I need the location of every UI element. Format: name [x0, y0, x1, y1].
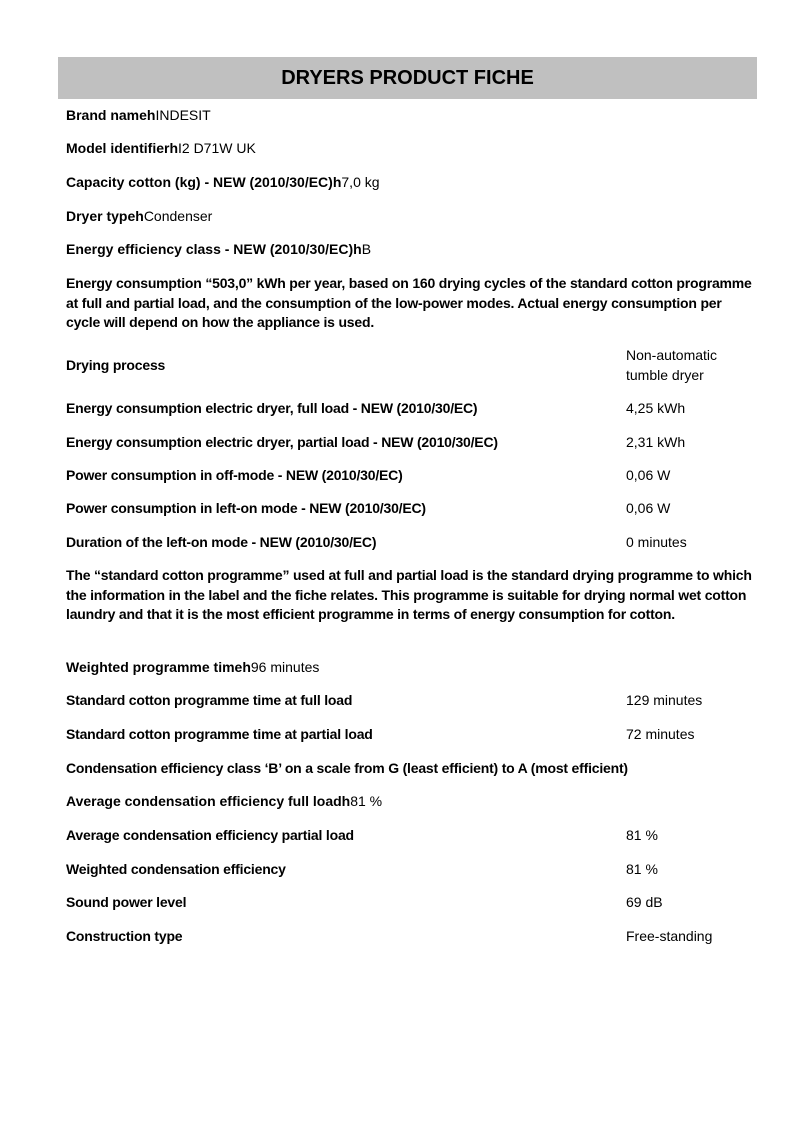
field-value: 96 minutes [250, 659, 320, 675]
field-label: Weighted programme timeh [66, 659, 251, 675]
field-value: I2 D71W UK [178, 140, 256, 156]
field-label: Dryer typeh [66, 208, 144, 224]
row-label-left-on-mode: Power consumption in left-on mode - NEW (2010/30/EC) [66, 500, 426, 516]
row-value-drying-process [626, 346, 717, 385]
row-value-left-on-duration: 0 minutes [626, 534, 687, 550]
field-value: B [361, 241, 372, 257]
row-label-sound-power: Sound power level [66, 894, 187, 910]
row-label-weighted-condensation: Weighted condensation efficiency [66, 861, 286, 877]
field-label: Brand nameh [66, 107, 156, 123]
row-value-energy-full-load: 4,25 kWh [626, 400, 686, 416]
field-label: Energy efficiency class - NEW (2010/30/EC)h [66, 241, 362, 257]
row-label-drying-process: Drying process [66, 357, 166, 373]
standard-programme-paragraph: The “standard cotton programme” used at full and partial load is the standard drying programme to which the information in the label and the fiche relates. This programme is suitable for drying normal wet cotton laundry and that it is the most efficient programme in terms of energy consumption for cotton. [66, 567, 752, 622]
row-label-time-partial-load: Standard cotton programme time at partial load [66, 726, 373, 742]
row-value-weighted-condensation: 81 % [626, 861, 658, 877]
row-label-time-full-load: Standard cotton programme time at full load [66, 692, 353, 708]
field-value: Condenser [143, 208, 213, 224]
row-value-off-mode: 0,06 W [626, 467, 671, 483]
row-value-avg-condensation-partial: 81 % [626, 827, 658, 843]
field-label: Average condensation efficiency full loadh [66, 793, 351, 809]
field-dryer-type [66, 207, 212, 227]
page-title: DRYERS PRODUCT FICHE [58, 57, 757, 99]
field-value: 81 % [350, 793, 383, 809]
row-value-sound-power: 69 dB [626, 894, 663, 910]
field-energy-class [66, 240, 371, 260]
row-label-energy-full-load: Energy consumption electric dryer, full load - NEW (2010/30/EC) [66, 400, 478, 416]
value-line: Non-automatic [626, 347, 718, 363]
field-avg-condensation-full [66, 792, 382, 812]
condensation-class-paragraph: Condensation efficiency class ‘B’ on a scale from G (least efficient) to A (most efficient) [66, 760, 628, 776]
row-value-energy-partial-load: 2,31 kWh [626, 434, 686, 450]
field-model-identifier [66, 139, 256, 159]
field-label: Capacity cotton (kg) - NEW (2010/30/EC)h [66, 174, 342, 190]
field-capacity [66, 173, 380, 193]
energy-consumption-paragraph: Energy consumption “503,0” kWh per year, based on 160 drying cycles of the standard cotton programme at full and partial load, and the consumption of the low-power modes. Actual energy consumption per cycle will depend on how the appliance is used. [66, 275, 752, 330]
row-value-construction-type: Free-standing [626, 928, 713, 944]
field-value: INDESIT [155, 107, 211, 123]
field-value: 7,0 kg [341, 174, 380, 190]
field-weighted-programme-time [66, 658, 319, 678]
row-value-left-on-mode: 0,06 W [626, 500, 671, 516]
field-label: Model identifierh [66, 140, 178, 156]
row-label-avg-condensation-partial: Average condensation efficiency partial load [66, 827, 354, 843]
row-label-construction-type: Construction type [66, 928, 183, 944]
row-label-energy-partial-load: Energy consumption electric dryer, partial load - NEW (2010/30/EC) [66, 434, 498, 450]
value-line: tumble dryer [626, 366, 704, 383]
field-brand-name [66, 106, 211, 126]
row-label-left-on-duration: Duration of the left-on mode - NEW (2010/30/EC) [66, 534, 377, 550]
row-value-time-partial-load: 72 minutes [626, 726, 695, 742]
row-label-off-mode: Power consumption in off-mode - NEW (2010/30/EC) [66, 467, 403, 483]
row-value-time-full-load: 129 minutes [626, 692, 703, 708]
